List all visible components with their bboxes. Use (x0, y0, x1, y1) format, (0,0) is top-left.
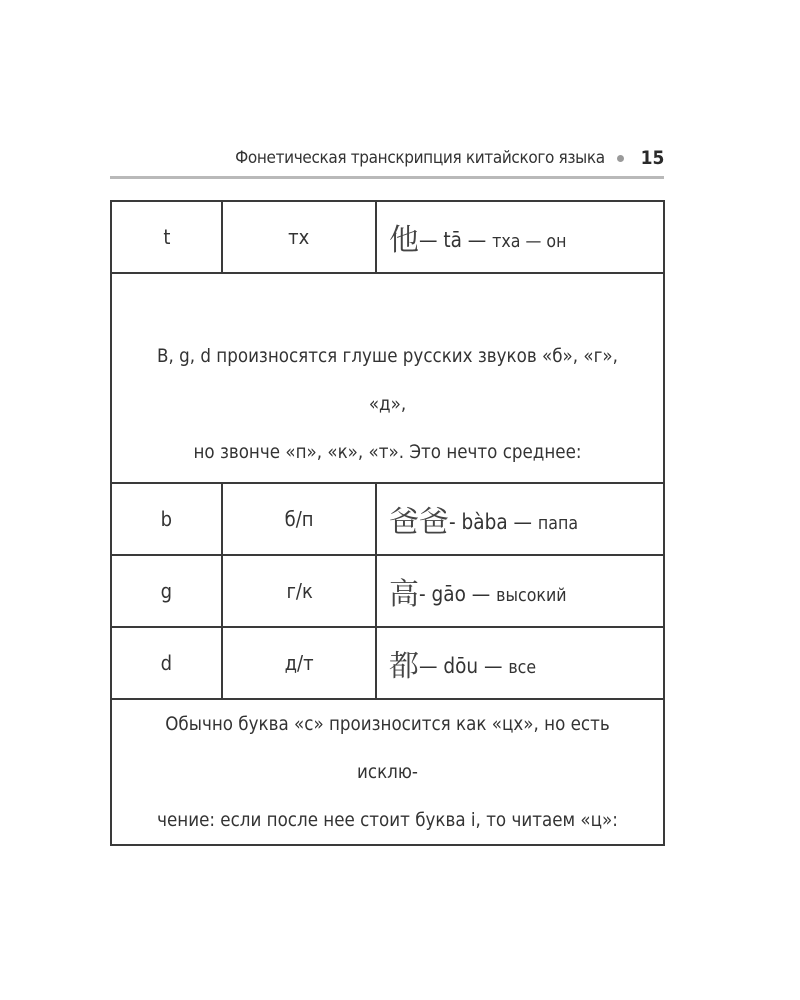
russian-sound-cell (222, 483, 376, 555)
example-cell (376, 201, 664, 273)
phonetics-table (110, 200, 665, 846)
russian-sound-cell (222, 201, 376, 273)
example-gloss: тха — он (492, 231, 567, 252)
russian-sound: д/т (284, 651, 314, 675)
note-line-1: B, g, d произносятся глуше русских звуков «б», «г», «д», (157, 345, 618, 415)
pinyin-letter-cell (111, 483, 222, 555)
page-header (110, 140, 664, 176)
example-pinyin: — tā — (418, 228, 493, 252)
running-title: Фонетическая транскрипция китайского языка (234, 148, 605, 168)
pinyin-letter: g (160, 579, 173, 603)
hanzi-character: 高 (388, 577, 419, 612)
russian-sound-cell (222, 555, 376, 627)
table-row-t (111, 201, 664, 273)
example-gloss: папа (537, 513, 578, 534)
hanzi-character: 爸爸 (388, 505, 449, 540)
russian-sound: тх (288, 225, 310, 249)
table-row-g (111, 555, 664, 627)
bullet-dot-icon (617, 155, 624, 162)
note-line-1: Обычно буква «c» произносится как «цх», но есть исклю- (165, 713, 610, 783)
russian-sound: б/п (284, 507, 314, 531)
note-cell (111, 273, 664, 483)
pinyin-letter: t (163, 225, 171, 249)
example-gloss: высокий (496, 585, 567, 606)
pinyin-letter-cell (111, 555, 222, 627)
hanzi-character: 都 (388, 649, 419, 684)
table-note-row-c (111, 699, 664, 845)
example-pinyin: — dōu — (418, 654, 509, 678)
example-cell (376, 627, 664, 699)
example-pinyin: - gāo — (418, 582, 497, 606)
russian-sound: г/к (285, 579, 313, 603)
table-row-b (111, 483, 664, 555)
hanzi-character: 他 (388, 223, 419, 258)
pinyin-letter-cell (111, 201, 222, 273)
example-cell (376, 555, 664, 627)
example-gloss: все (508, 657, 537, 678)
note-line-2: чение: если после нее стоит буква i, то читаем «ц»: (157, 809, 618, 831)
example-cell (376, 483, 664, 555)
note-line-2: но звонче «п», «к», «т». Это нечто среднее: (193, 441, 582, 463)
table-note-row-bgd (111, 273, 664, 483)
pinyin-letter-cell (111, 627, 222, 699)
pinyin-letter: b (160, 507, 173, 531)
example-pinyin: - bàba — (448, 510, 538, 534)
pinyin-letter: d (160, 651, 173, 675)
table-row-d (111, 627, 664, 699)
note-cell (111, 699, 664, 845)
russian-sound-cell (222, 627, 376, 699)
page-number: 15 (640, 147, 664, 169)
header-rule (110, 176, 664, 179)
